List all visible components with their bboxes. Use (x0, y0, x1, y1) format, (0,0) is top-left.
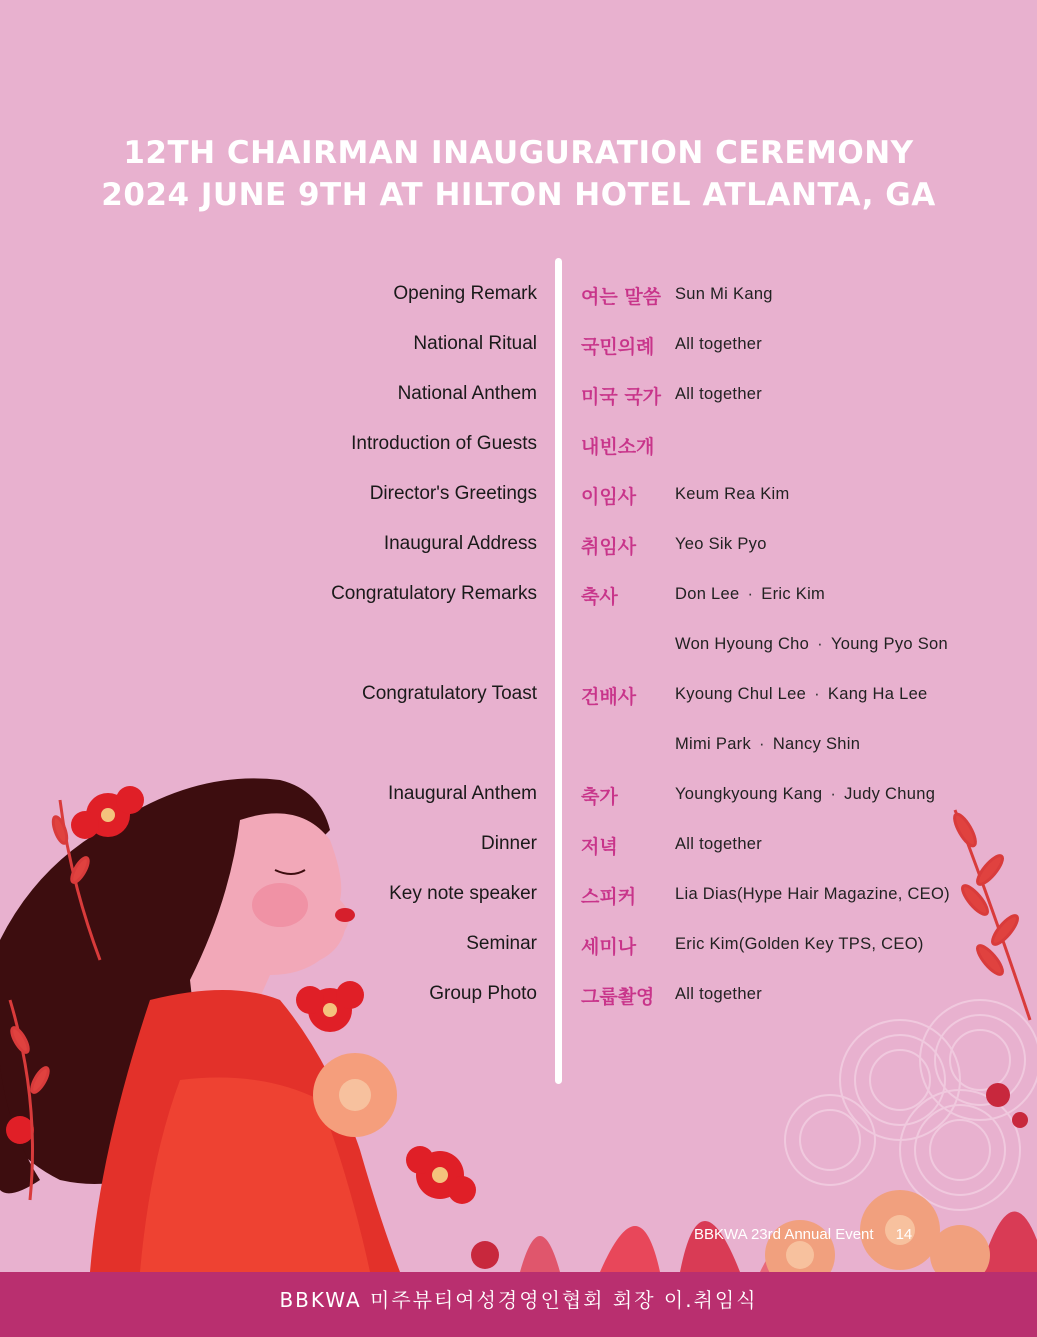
program-row (0, 877, 1037, 911)
separator-dot: · (747, 585, 754, 603)
person-name: Judy Chung (844, 785, 936, 803)
page-number: 14 (895, 1226, 913, 1243)
person-name: Eric Kim(Golden Key TPS, CEO) (675, 935, 924, 953)
program-row (0, 527, 1037, 561)
person-name: Youngkyoung Kang (675, 785, 823, 803)
person-name: Sun Mi Kang (675, 285, 773, 303)
person-name: Don Lee (675, 585, 740, 603)
program-item-people (675, 785, 935, 804)
person-name: Young Pyo Son (830, 635, 948, 653)
program-row (0, 427, 1037, 461)
page-label (694, 1226, 912, 1243)
person-name: Lia Dias(Hype Hair Magazine, CEO) (675, 885, 950, 903)
program-item-english: Group Photo (429, 983, 537, 1004)
program-item-people (675, 835, 762, 854)
program-item-english: Key note speaker (389, 883, 537, 904)
program-item-english: National Anthem (397, 383, 537, 404)
title-line-2: 2024 JUNE 9TH AT HILTON HOTEL ATLANTA, GA (101, 177, 936, 213)
program-item-english: Inaugural Anthem (388, 783, 537, 804)
separator-dot: · (814, 685, 820, 703)
program-item-korean: 미국 국가 (581, 386, 662, 408)
program-item-korean: 이임사 (581, 486, 637, 508)
person-name: All together (675, 335, 763, 353)
program-item-korean: 세미나 (581, 936, 637, 958)
program-item-english: Congratulatory Remarks (331, 583, 537, 604)
separator-dot: · (817, 635, 823, 653)
person-name: All together (675, 835, 763, 853)
program-item-people (675, 585, 825, 604)
program-row (0, 977, 1037, 1011)
program-item-korean: 내빈소개 (581, 436, 655, 458)
program-row (0, 677, 1037, 711)
program-row (0, 727, 1037, 761)
person-name: Keum Rea Kim (675, 485, 790, 503)
program-item-people (675, 635, 948, 654)
program-item-english: Congratulatory Toast (362, 683, 537, 704)
person-name: Eric Kim (761, 585, 826, 603)
footer-banner: BBKWA 미주뷰티여성경영인협회 회장 이.취임식 (0, 1272, 1037, 1337)
program-item-korean: 그룹촬영 (581, 986, 655, 1008)
program-item-people (675, 935, 924, 954)
program-item-people (675, 985, 762, 1004)
program-row (0, 327, 1037, 361)
person-name: All together (675, 985, 763, 1003)
program-item-english: Inaugural Address (383, 533, 537, 554)
program-row (0, 377, 1037, 411)
program-item-korean: 스피커 (581, 886, 637, 908)
program-row (0, 777, 1037, 811)
program-item-english: Seminar (466, 933, 537, 954)
program-item-korean: 축가 (581, 786, 618, 808)
program-item-korean: 국민의례 (581, 336, 655, 358)
program-item-korean: 여는 말씀 (581, 286, 662, 308)
program-item-english: Introduction of Guests (351, 433, 537, 454)
program-item-korean: 건배사 (581, 686, 637, 708)
program-item-korean: 저녁 (581, 836, 618, 858)
program-item-people (675, 685, 928, 704)
person-name: Yeo Sik Pyo (675, 535, 767, 553)
event-label: BBKWA 23rd Annual Event (694, 1226, 874, 1243)
program-item-english: Director's Greetings (369, 483, 537, 504)
program-row (0, 627, 1037, 661)
person-name: All together (675, 385, 763, 403)
program-item-people (675, 335, 762, 354)
page-title (0, 132, 1037, 216)
program-row (0, 927, 1037, 961)
program-item-people (675, 735, 860, 754)
separator-dot: · (759, 735, 765, 753)
program-item-english: Dinner (481, 833, 537, 854)
person-name: Nancy Shin (772, 735, 861, 753)
person-name: Won Hyoung Cho (675, 635, 810, 653)
program-item-korean: 축사 (581, 586, 618, 608)
program-item-people (675, 535, 767, 554)
program-row (0, 277, 1037, 311)
program-item-people (675, 385, 762, 404)
program-item-people (675, 885, 950, 904)
program-row (0, 577, 1037, 611)
program-item-people (675, 485, 790, 504)
program-item-english: Opening Remark (393, 283, 537, 304)
program-item-english: National Ritual (413, 333, 537, 354)
person-name: Mimi Park (675, 735, 752, 753)
person-name: Kyoung Chul Lee (675, 685, 807, 703)
program-item-korean: 취임사 (581, 536, 637, 558)
person-name: Kang Ha Lee (827, 685, 928, 703)
title-line-1: 12TH CHAIRMAN INAUGURATION CEREMONY (123, 135, 914, 171)
program-item-people (675, 285, 773, 304)
separator-dot: · (830, 785, 837, 803)
program-row (0, 477, 1037, 511)
program-row (0, 827, 1037, 861)
